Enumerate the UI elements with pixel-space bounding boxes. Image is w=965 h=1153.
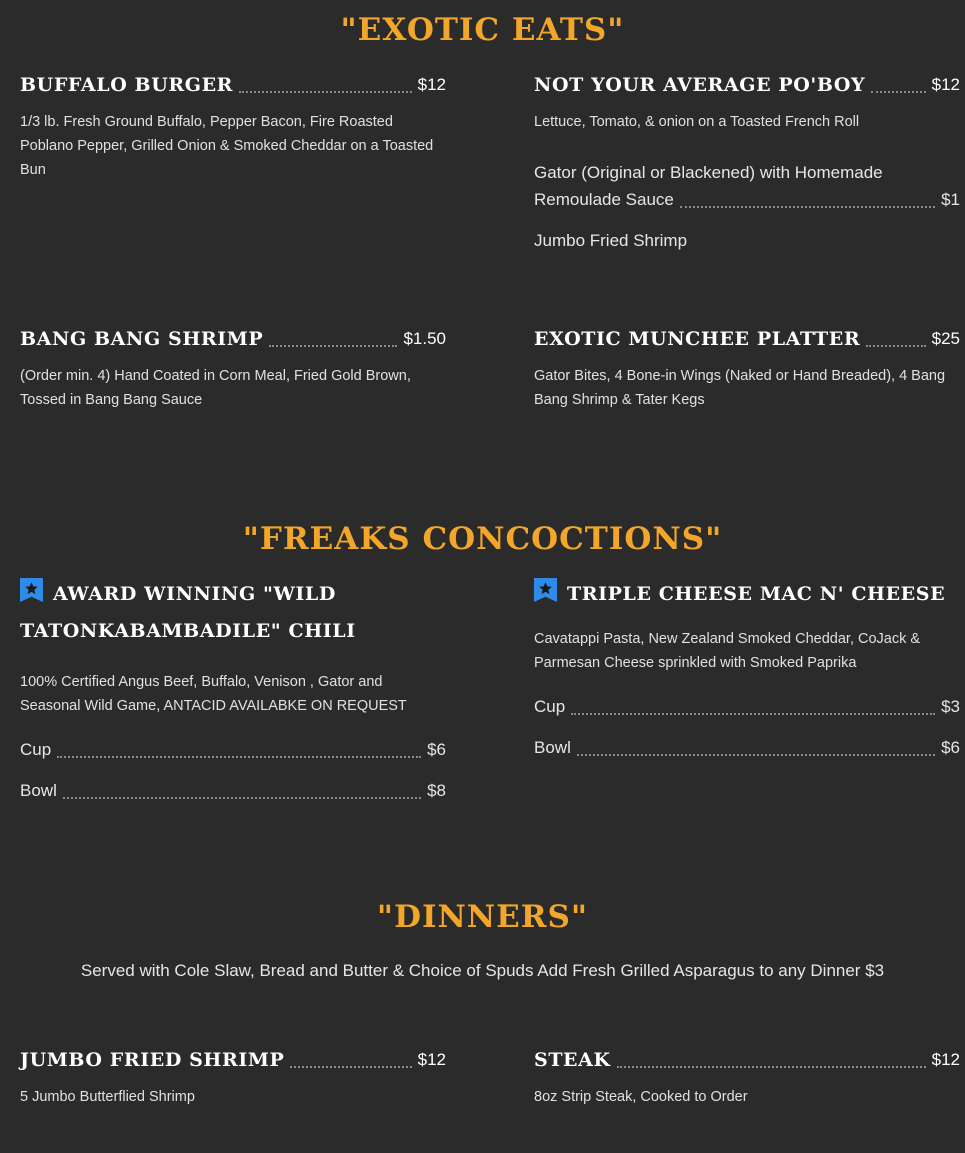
item-price: $12 [931, 75, 960, 94]
item-name: JUMBO FRIED SHRIMP [20, 1049, 285, 1071]
menu-item-chili [20, 576, 446, 804]
size-row-bowl [534, 734, 960, 761]
dot-leader [871, 91, 925, 93]
po-boy-option-shrimp: Jumbo Fried Shrimp [534, 231, 688, 250]
dot-leader [680, 206, 935, 208]
item-price: $25 [931, 329, 960, 348]
menu-item-buffalo-burger [20, 72, 446, 182]
item-description: (Order min. 4) Hand Coated in Corn Meal, Fried Gold Brown, Tossed in Bang Bang Sauce [20, 368, 411, 408]
size-price: $3 [941, 697, 960, 716]
section-title-freaks-concoctions: "FREAKS CONCOCTIONS" [242, 521, 723, 557]
dot-leader [866, 345, 925, 347]
dot-leader [239, 91, 412, 93]
item-price: $12 [931, 1050, 960, 1069]
menu-item-po-boy [534, 72, 960, 134]
dot-leader [269, 345, 397, 347]
size-price: $8 [427, 781, 446, 800]
item-name: TRIPLE CHEESE MAC N' CHEESE [567, 583, 946, 605]
item-price: $12 [417, 1050, 446, 1069]
item-price: $1.50 [403, 329, 446, 348]
size-price: $6 [427, 740, 446, 759]
dinners-note: Served with Cole Slaw, Bread and Butter & Choice of Spuds Add Fresh Grilled Asparagus to any Dinner $3 [80, 961, 885, 980]
size-label: Cup [534, 697, 566, 716]
menu-item-munchee-platter [534, 326, 960, 412]
menu-item-mac-n-cheese [534, 576, 960, 761]
dot-leader [63, 797, 421, 799]
size-label: Cup [20, 740, 52, 759]
menu-item-bang-bang-shrimp [20, 326, 446, 412]
size-label: Bowl [20, 781, 57, 800]
bookmark-star-icon [534, 578, 557, 602]
item-name: EXOTIC MUNCHEE PLATTER [534, 328, 861, 350]
item-description: 8oz Strip Steak, Cooked to Order [534, 1089, 748, 1105]
dot-leader [290, 1066, 411, 1068]
size-row-bowl [20, 777, 446, 804]
dot-leader [57, 756, 421, 758]
option-price: $1 [941, 190, 960, 209]
item-description: Lettuce, Tomato, & onion on a Toasted French Roll [534, 114, 860, 130]
item-name: AWARD WINNING "WILD TATONKABAMBADILE" CHILI [20, 583, 356, 642]
item-description: Cavatappi Pasta, New Zealand Smoked Cheddar, CoJack & Parmesan Cheese sprinkled with Smoked Paprika [534, 631, 921, 671]
section-title-exotic-eats: "EXOTIC EATS" [340, 12, 625, 48]
item-description: 5 Jumbo Butterflied Shrimp [20, 1089, 195, 1105]
size-price: $6 [941, 738, 960, 757]
item-name: NOT YOUR AVERAGE PO'BOY [534, 74, 866, 96]
size-label: Bowl [534, 738, 571, 757]
item-price: $12 [417, 75, 446, 94]
dot-leader [617, 1066, 926, 1068]
size-row-cup [20, 736, 446, 763]
menu-item-steak [534, 1047, 960, 1109]
item-name: STEAK [534, 1049, 611, 1071]
dot-leader [577, 754, 935, 756]
menu-item-jumbo-fried-shrimp [20, 1047, 446, 1109]
item-description: 100% Certified Angus Beef, Buffalo, Venison , Gator and Seasonal Wild Game, ANTACID AVAILABKE ON REQUEST [20, 674, 407, 714]
option-label-line1: Gator (Original or Blackened) with Homemade [534, 163, 883, 182]
dot-leader [571, 713, 935, 715]
po-boy-option-gator [534, 159, 960, 213]
section-title-dinners: "DINNERS" [376, 899, 589, 935]
item-name: BUFFALO BURGER [20, 74, 234, 96]
size-row-cup [534, 693, 960, 720]
item-description: Gator Bites, 4 Bone-in Wings (Naked or Hand Breaded), 4 Bang Bang Shrimp & Tater Kegs [534, 368, 946, 408]
option-label-line2: Remoulade Sauce [534, 190, 674, 209]
bookmark-star-icon [20, 578, 43, 602]
item-description: 1/3 lb. Fresh Ground Buffalo, Pepper Bacon, Fire Roasted Poblano Pepper, Grilled Onion & Smoked Cheddar on a Toasted Bun [20, 114, 434, 178]
item-name: BANG BANG SHRIMP [20, 328, 264, 350]
